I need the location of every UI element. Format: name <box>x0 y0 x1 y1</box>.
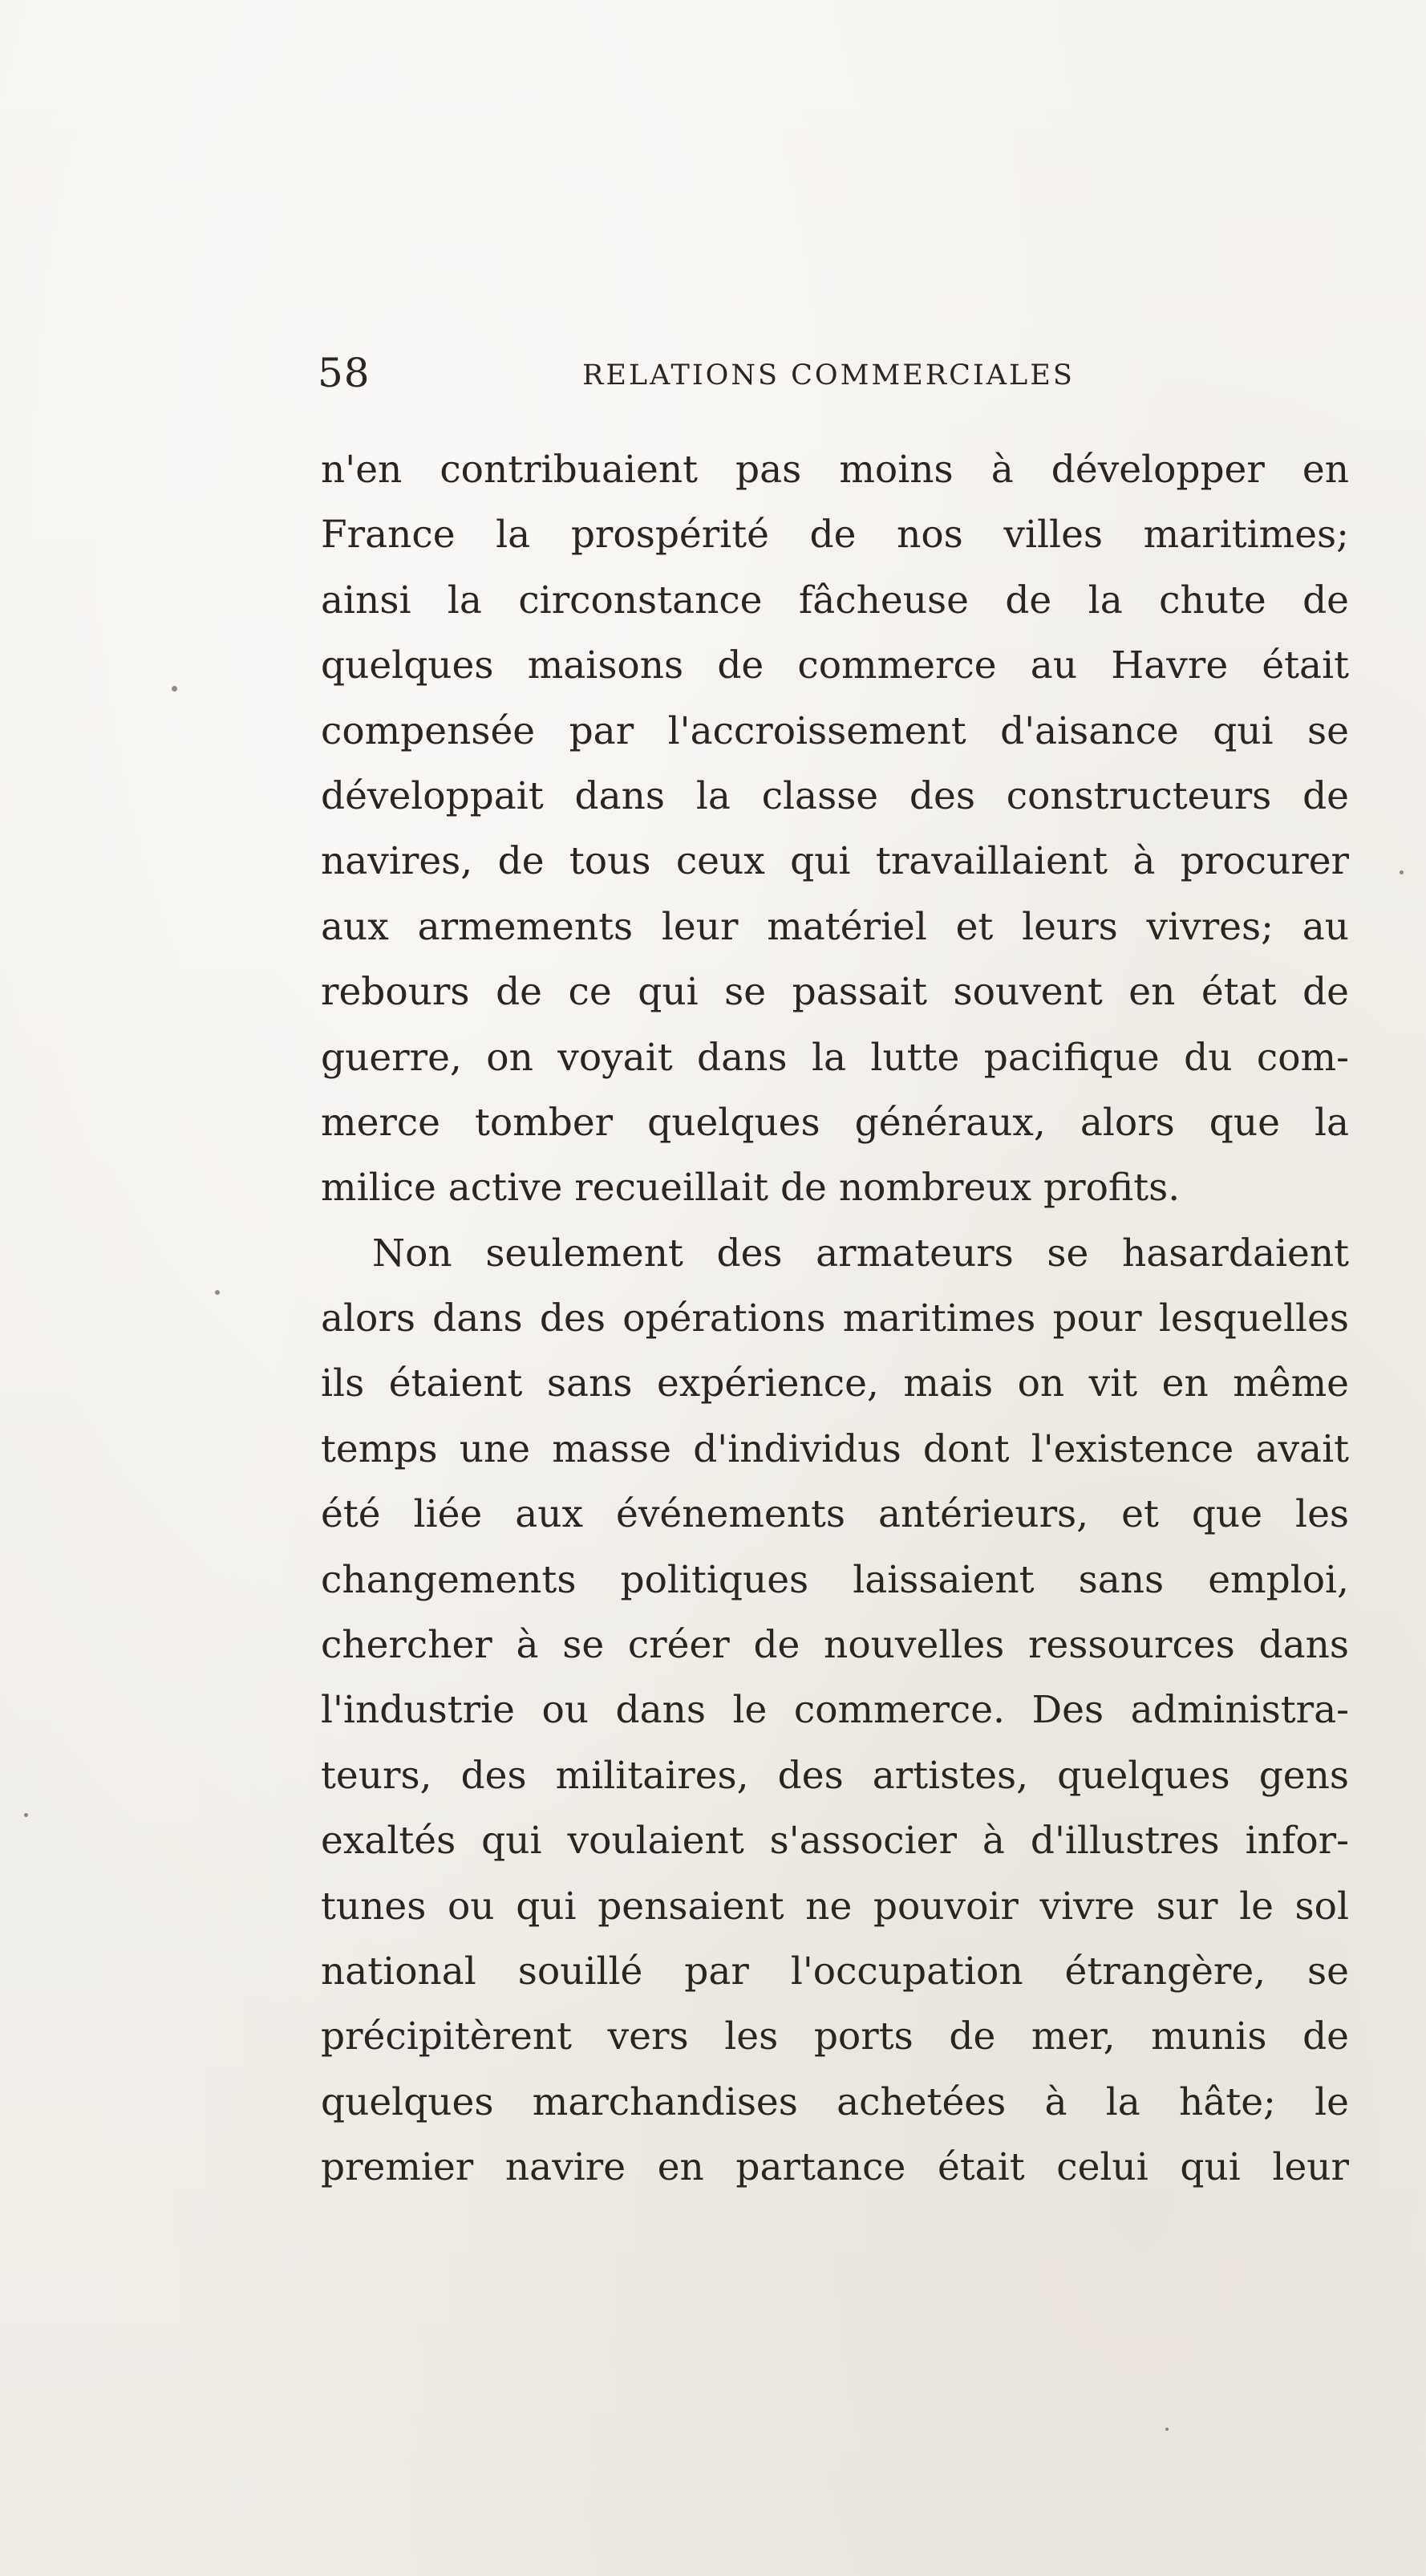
text-line: été liée aux événements antérieurs, et que les <box>321 1492 1349 1537</box>
text-line: développait dans la classe des constructeurs de <box>321 773 1349 818</box>
paper-speck <box>1400 870 1404 874</box>
text-line: l'industrie ou dans le commerce. Des administra- <box>321 1688 1349 1733</box>
text-line: teurs, des militaires, des artistes, quelques gens <box>321 1753 1349 1798</box>
text-line: ils étaient sans expérience, mais on vit en même <box>321 1361 1349 1406</box>
text-line: premier navire en partance était celui qui leur <box>321 2145 1349 2190</box>
paper-speck <box>215 1290 220 1295</box>
running-head: RELATIONS COMMERCIALES <box>582 359 1075 391</box>
text-line: changements politiques laissaient sans emploi, <box>321 1557 1349 1602</box>
text-line: temps une masse d'individus dont l'existence avait <box>321 1426 1349 1471</box>
text-line: précipitèrent vers les ports de mer, munis de <box>321 2014 1349 2059</box>
text-line: compensée par l'accroissement d'aisance qui se <box>321 708 1349 753</box>
text-line: national souillé par l'occupation étrangère, se <box>321 1949 1349 1994</box>
text-line: guerre, on voyait dans la lutte pacifique du com- <box>321 1035 1349 1080</box>
page-number: 58 <box>318 350 371 396</box>
text-line: aux armements leur matériel et leurs vivres; au <box>321 904 1349 949</box>
text-line: merce tomber quelques généraux, alors que la <box>321 1100 1349 1145</box>
text-line: exaltés qui voulaient s'associer à d'illustres infor- <box>321 1819 1349 1864</box>
text-line: tunes ou qui pensaient ne pouvoir vivre sur le sol <box>321 1884 1349 1929</box>
text-line: quelques maisons de commerce au Havre était <box>321 643 1349 688</box>
paper-speck <box>1165 2428 1169 2431</box>
text-line: milice active recueillait de nombreux profits. <box>321 1166 1181 1211</box>
text-line: ainsi la circonstance fâcheuse de la chute de <box>321 578 1349 623</box>
paper-speck <box>172 686 177 692</box>
page-header <box>318 345 1344 401</box>
text-line: n'en contribuaient pas moins à développer en <box>321 448 1349 492</box>
text-line: quelques marchandises achetées à la hâte; le <box>321 2079 1349 2124</box>
body-text <box>321 437 1349 2201</box>
text-line: France la prospérité de nos villes maritimes; <box>321 513 1349 558</box>
paper-speck <box>24 1813 28 1817</box>
text-line: Non seulement des armateurs se hasardaient <box>372 1231 1349 1276</box>
text-line: alors dans des opérations maritimes pour lesquelles <box>321 1296 1349 1341</box>
text-line: rebours de ce qui se passait souvent en état de <box>321 970 1349 1015</box>
text-line: navires, de tous ceux qui travaillaient à procurer <box>321 839 1349 884</box>
text-line: chercher à se créer de nouvelles ressources dans <box>321 1623 1349 1668</box>
